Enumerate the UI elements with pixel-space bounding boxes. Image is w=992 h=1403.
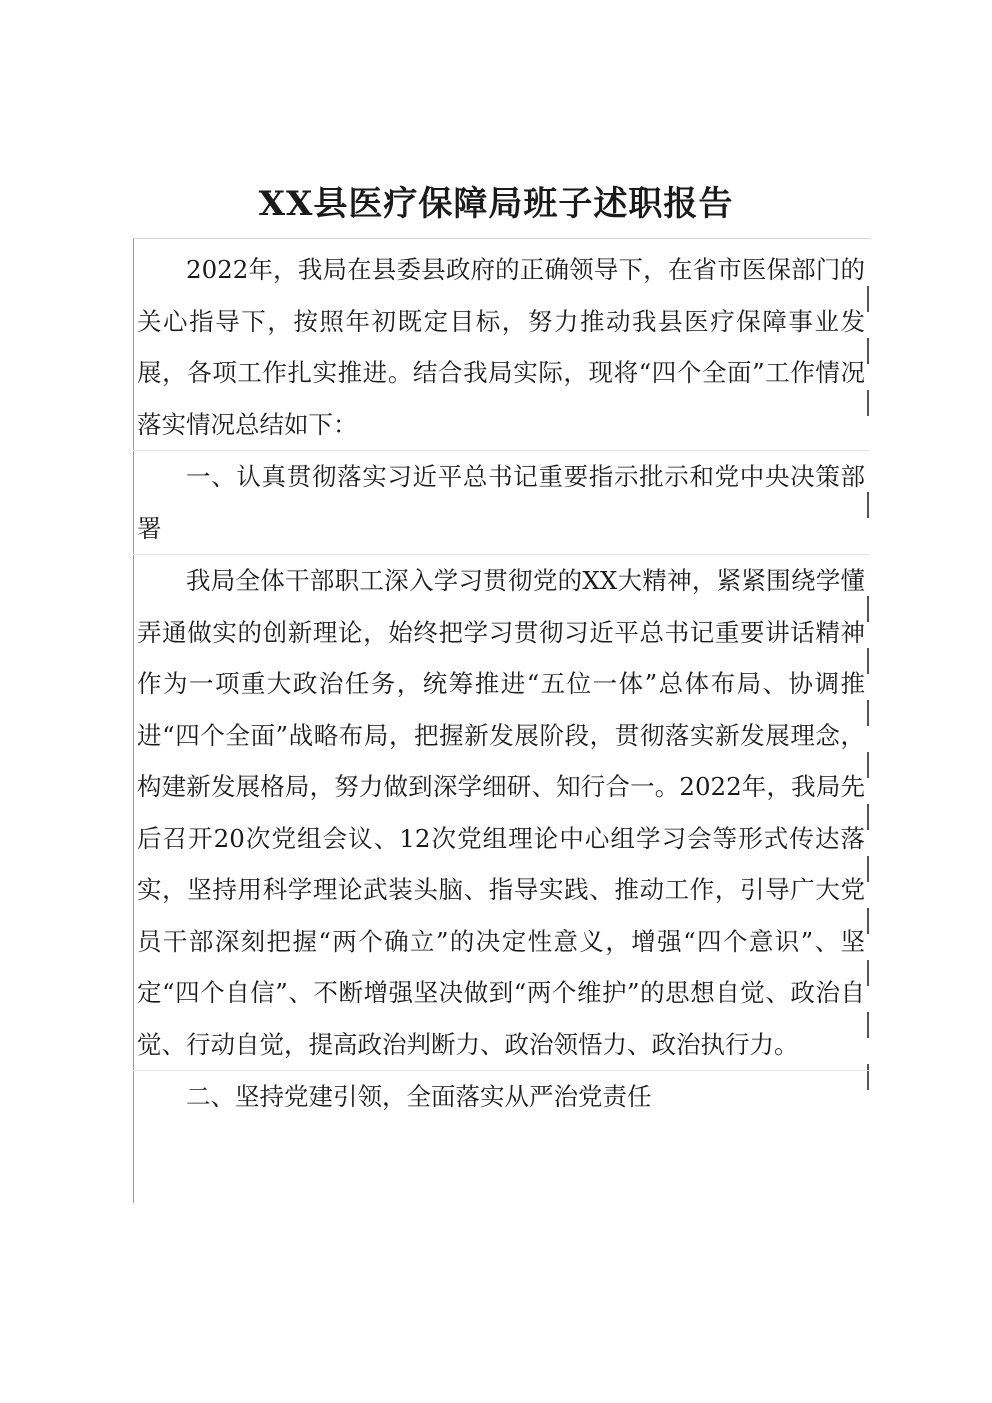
section-heading-2: 二、坚持党建引领，全面落实从严治党责任 [186, 1082, 652, 1111]
intro-paragraph: 2022年，我局在县委县政府的正确领导下，在省市医保部门的关心指导下，按照年初既定目标，努力推动我县医疗保障事业发展，各项工作扎实推进。结合我局实际，现将“四个全面”工作情况落实情况总结如下： [137, 255, 865, 439]
section-1-paragraph: 我局全体干部职工深入学习贯彻党的XX大精神，紧紧围绕学懂弄通做实的创新理论，始终把学习贯彻习近平总书记重要讲话精神作为一项重大政治任务，统筹推进“五位一体”总体布局、协调推进“四个全面”战略布局，把握新发展阶段，贯彻落实新发展理念，构建新发展格局，努力做到深学细研、知行合一。2022年，我局先后召开20次党组会议、12次党组理论中心组学习会等形式传达落实，坚持用科学理论武装头脑、指导实践、推动工作，引导广大党员干部深刻把握“两个确立”的决定性意义，增强“四个意识”、坚定“四个自信”、不断增强坚决做到“两个维护”的思想自觉、政治自觉、行动自觉，提高政治判断力、政治领悟力、政治执行力。 [137, 566, 865, 1059]
section-heading-1: 一、认真贯彻落实习近平总书记重要指示批示和党中央决策部署 [137, 462, 865, 543]
right-edge-marks [867, 264, 870, 1204]
document-body [137, 244, 865, 1123]
document-title: XX县医疗保障局班子述职报告 [258, 184, 734, 224]
